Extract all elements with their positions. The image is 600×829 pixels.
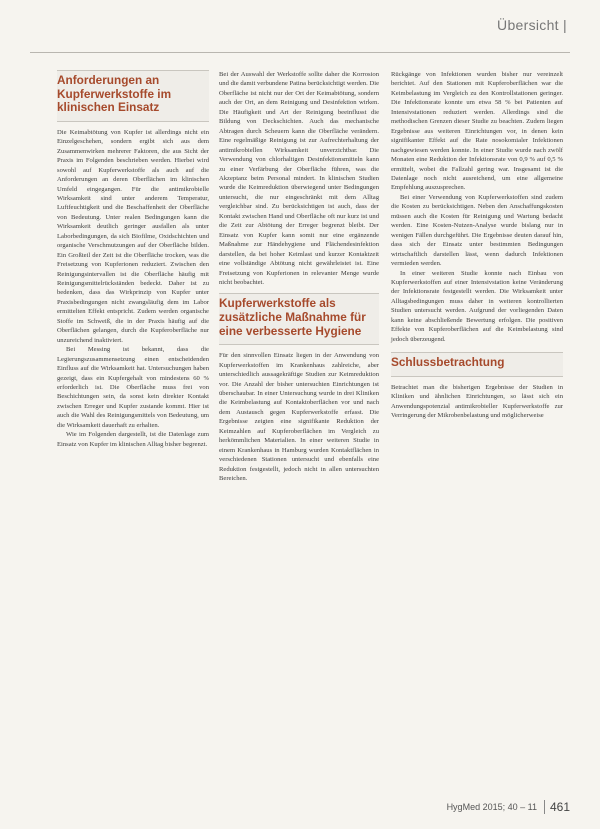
column-2	[219, 70, 379, 484]
page-header	[0, 0, 600, 52]
paragraph: Rückgänge von Infektionen wurden bisher nur vereinzelt berichtet. Auf den Stationen mit Kupferoberflächen war die Keimbelastung im Vergleich zu den Kontrollstationen geringer. Die Infektionsrate konnte um etwa 58 % bei Patienten auf Intensivstationen reduziert werden. Allerdings sind die methodischen Grenzen dieser Studie zu beachten. Zudem liegen Ergebnisse aus weiteren Einrichtungen vor, in denen kein signifikanter Effekt auf die Rate nosokomialer Infektionen nachgewiesen werden konnte. In einer Studie wurde nach zwölf Monaten eine Reduktion der Infektionsrate von 0,9 % auf 0,5 % ermittelt, wobei die Fallzahl gering war. Insgesamt ist die Datenlage noch nicht ausreichend, um eine allgemeine Empfehlung auszusprechen.	[391, 71, 563, 192]
paragraph: In einer weiteren Studie konnte nach Einbau von Kupferwerkstoffen auf einer Intensivstation keine Veränderung der Infektionsrate festgestellt werden. Die Wirksamkeit unter Alltagsbedingungen muss daher in weiteren kontrollierten Studien untersucht werden. Aufgrund der vorliegenden Daten kann keine abschließende Bewertung erfolgen. Die positiven Effekte von Kupferoberflächen auf die Keimbelastung sind jedoch überzeugend.	[391, 269, 563, 343]
paragraph: Für den sinnvollen Einsatz liegen in der Anwendung von Kupferwerkstoffen im Krankenhaus zahlreiche, aber unterschiedlich aussagekräftige Studien zur Keimreduktion vor. Die Anzahl der bisher untersuchten Einrichtungen ist überschaubar. In einer Untersuchung wurde in drei Kliniken die Keimbelastung auf Kontaktoberflächen vor und nach dem Austausch gegen Kupferwerkstoffe erfasst. Die Ergebnisse zeigten eine signifikante Reduktion der Keimzahlen auf Kupferoberflächen im Vergleich zu herkömmlichen Materialien. In einer weiteren Studie in einem Krankenhaus in Hamburg wurden Kontaktflächen in verschiedenen Stationen untersucht und ebenfalls eine Reduktion festgestellt, jedoch nicht in allen untersuchten Bereichen.	[219, 352, 379, 483]
page-number: 461	[544, 800, 570, 814]
paragraph: Wie im Folgenden dargestellt, ist die Datenlage zum Einsatz von Kupfer im klinischen Alltag bisher begrenzt.	[57, 431, 209, 448]
section-heading-box	[57, 70, 209, 122]
paragraph: Bei einer Verwendung von Kupferwerkstoffen sind zudem die Kosten zu berücksichtigen. Neben den Anschaffungskosten müssen auch die Kosten für Reinigung und Wartung bedacht werden. Eine Kosten-Nutzen-Analyse wurde bislang nur in wenigen Fällen durchgeführt. Die Ergebnisse deuten darauf hin, dass sich der Einsatz unter bestimmten Bedingungen wirtschaftlich darstellen lässt, wenn dadurch Infektionen vermieden werden.	[391, 193, 563, 268]
page-footer	[447, 800, 570, 814]
header-divider	[30, 52, 570, 53]
section-heading-kupferwerkstoffe: Kupferwerkstoffe als zusätzliche Maßnahme für eine verbesserte Hygiene	[219, 296, 366, 338]
column-1	[57, 70, 209, 449]
journal-citation: HygMed 2015; 40 – 11	[446, 802, 537, 812]
column-3	[391, 70, 563, 421]
section-heading-schlussbetrachtung: Schlussbetrachtung	[391, 355, 505, 370]
section-label: Übersicht |	[497, 17, 567, 33]
paragraph: Die Keimabtötung von Kupfer ist allerdings nicht ein Einzelgeschehen, sondern ergibt sich aus dem Zusammenwirken mehrerer Faktoren, die aus Sicht der Praxis im Folgenden beschrieben werden. Hierbei wird sowohl auf Kupferwerkstoffe als auch auf die Anforderungen an deren Oberflächen im klinischen Umfeld eingegangen. Für die antimikrobielle Wirksamkeit sind unter anderem Temperatur, Luftfeuchtigkeit und die Beschaffenheit der Oberfläche von Bedeutung. Unter realen Bedingungen kann die Wirksamkeit deutlich geringer ausfallen als unter Laborbedingungen, da sich Biofilme, Oxidschichten und organische Verschmutzungen auf der Oberfläche bilden. Ein Großteil der Zeit ist die Oberfläche trocken, was die Freisetzung von Kupferionen reduziert. Zwischen den Reinigungsintervallen ist die Oberfläche häufig mit Reinigungsmittelrückständen bedeckt. Daher ist zu bedenken, dass das Wirkprinzip von Kupfer unter Praxisbedingungen nicht zwangsläufig dem im Labor ermittelten Effekt entspricht. Zudem werden organische Stoffe im Schweiß, die in der Praxis häufig auf die Oberflächen gelangen, durch die Kupferoberfläche nur unzureichend inaktiviert.	[57, 128, 209, 344]
section-heading-box	[219, 293, 379, 345]
section-heading-anforderungen: Anforderungen an Kupferwerkstoffe im klinischen Einsatz	[57, 73, 172, 115]
paragraph: Bei Messing ist bekannt, dass die Legierungszusammensetzung einen entscheidenden Einfluss auf die Wirksamkeit hat. Untersuchungen haben gezeigt, dass ein Kupfergehalt von mindestens 60 % erforderlich ist. Die Oberfläche muss frei von Beschichtungen sein, da sonst kein direkter Kontakt zwischen Erreger und Kupfer zustande kommt. Hier ist auch die Wahl des Reinigungsmittels von Bedeutung, um die Wirksamkeit dauerhaft zu erhalten.	[57, 346, 209, 429]
paragraph: Betrachtet man die bisherigen Ergebnisse der Studien in Kliniken und ähnlichen Einrichtungen, so lässt sich ein Anwendungspotenzial antimikrobieller Kupferwerkstoffe zur Verringerung der Mikrobenbelastung und möglicherweise	[391, 383, 563, 420]
section-heading-box	[391, 352, 563, 377]
paragraph: Bei der Auswahl der Werkstoffe sollte daher die Korrosion und die damit verbundene Patina berücksichtigt werden. Die Oberfläche ist nicht nur der Ort der Keimabtötung, sondern auch der Ort, an dem Reinigung und Desinfektion wirken. Die Häufigkeit und Art der Reinigung beeinflusst die Bildung von Deckschichten. Auch das mechanische Abtragen durch Scheuern kann die Oberfläche verändern. Eine regelmäßige Reinigung ist zur Aufrechterhaltung der antimikrobiellen Wirksamkeit unverzichtbar. Die Verwendung von chlorhaltigen Desinfektionsmitteln kann zu einer Verfärbung der Oberfläche führen, was die Akzeptanz beim Personal mindert. In klinischen Studien wurde die Keimreduktion überwiegend unter Bedingungen untersucht, die nur eingeschränkt mit dem Alltag vergleichbar sind. Zu berücksichtigen ist auch, dass der Kontakt zwischen Hand und Oberfläche oft nur kurz ist und die Zeit zur Abtötung der Erreger begrenzt bleibt. Der Einsatz von Kupfer kann somit nur eine ergänzende Maßnahme zur Händehygiene und Flächendesinfektion darstellen, da bei hoher Keimlast und kurzer Kontaktzeit eine vollständige Abtötung nicht gewährleistet ist. Eine Freisetzung von Kupferionen in relevanter Menge wurde nicht beobachtet.	[219, 71, 379, 286]
